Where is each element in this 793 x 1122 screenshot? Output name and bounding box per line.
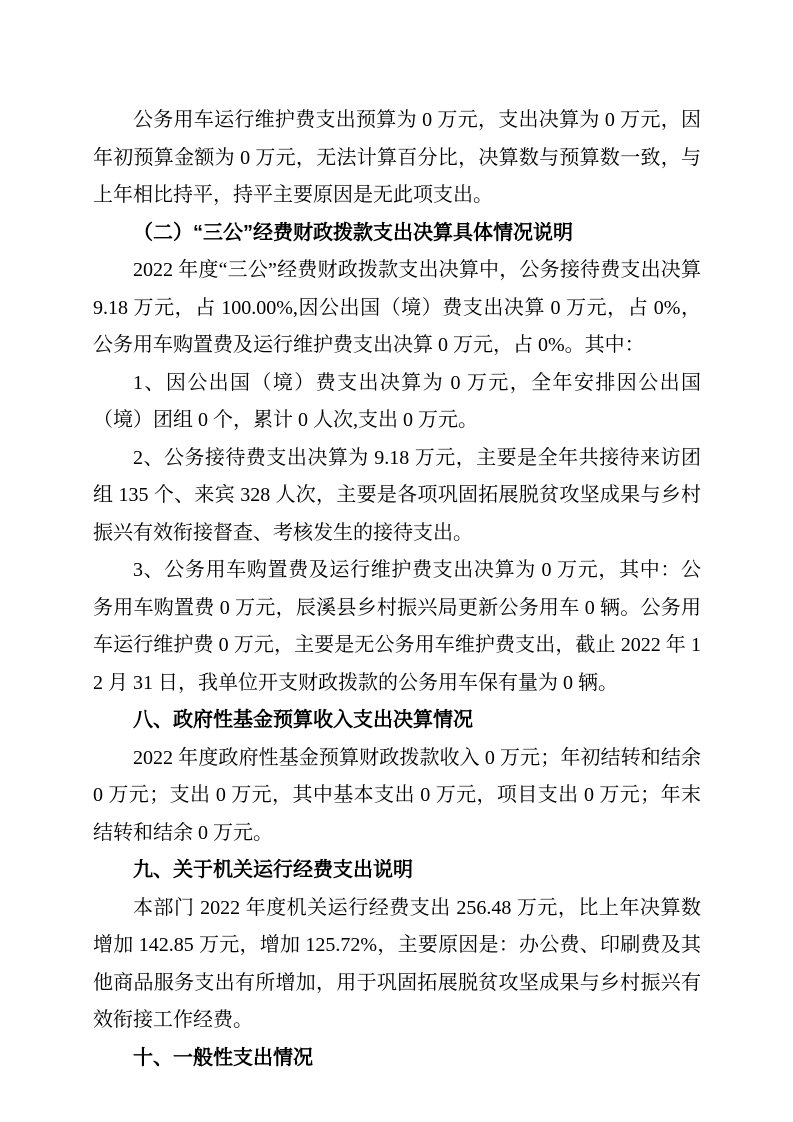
heading-general-expenditure: 十、一般性支出情况 <box>133 1046 313 1069</box>
paragraph-government-fund-details: 2022 年度政府性基金预算财政拨款收入 0 万元；年初结转和结余 0 万元；支出 0 万元，其中基本支出 0 万元，项目支出 0 万元；年末结转和结余 0 万元。 <box>93 746 701 844</box>
paragraph-vehicle-maintenance-summary: 公务用车运行维护费支出预算为 0 万元，支出决算为 0 万元，因年初预算金额为 0 万元，无法计算百分比，决算数与预算数一致，与上年相比持平，持平主要原因是无此项支出。 <box>93 109 701 206</box>
paragraph-official-reception: 2、公务接待费支出决算为 9.18 万元，主要是全年共接待来访团组 135 个、来宾 328 人次，主要是各项巩固拓展脱贫攻坚成果与乡村振兴有效衔接督查、考核发生的接待支出。 <box>93 446 701 544</box>
paragraph-vehicle-purchase-maintenance: 3、公务用车购置费及运行维护费支出决算为 0 万元，其中：公务用车购置费 0 万元，辰溪县乡村振兴局更新公务用车 0 辆。公务用车运行维护费 0 万元，主要是无公务用车维护费支出，截止 2022 年 12 月 31 日，我单位开支财政拨款的公务用车保有量为 0 辆。 <box>93 559 701 694</box>
paragraph-overseas-trips: 1、因公出国（境）费支出决算为 0 万元，全年安排因公出国（境）团组 0 个，累计 0 人次,支出 0 万元。 <box>93 371 701 431</box>
heading-three-public-funds-details: （二）“三公”经费财政拨款支出决算具体情况说明 <box>133 221 573 244</box>
heading-government-fund-budget: 八、政府性基金预算收入支出决算情况 <box>133 709 473 731</box>
paragraph-operating-expenses-details: 本部门 2022 年度机关运行经费支出 256.48 万元，比上年决算数增加 142.85 万元，增加 125.72%，主要原因是：办公费、印刷费及其他商品服务支出有所增加，用于巩固拓展脱贫攻坚成果与乡村振兴有效衔接工作经费。 <box>93 896 701 1031</box>
paragraph-three-public-overview: 2022 年度“三公”经费财政拨款支出决算中，公务接待费支出决算 9.18 万元，占 100.00%,因公出国（境）费支出决算 0 万元，占 0%，公务用车购置费及运行维护费支出决算 0 万元，占 0%。其中： <box>93 259 701 356</box>
heading-agency-operating-expenses: 九、关于机关运行经费支出说明 <box>133 859 413 881</box>
